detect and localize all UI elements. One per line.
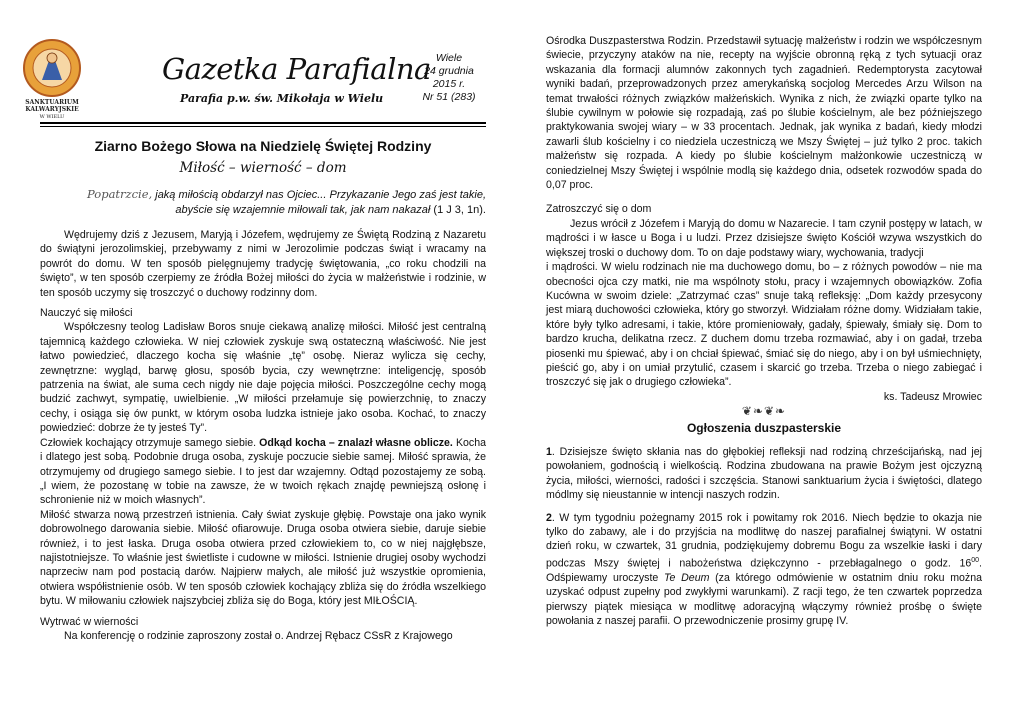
svg-text:W WIELU: W WIELU: [39, 114, 65, 120]
issue-number: Nr 51 (283): [422, 91, 476, 103]
issue-date: 24 grudnia: [424, 65, 474, 77]
announcement-text: (za którego odmówienie w ostatnim dniu roku można uzyskać odpust zupełny pod zwykłymi warunkami). Z racji tego, że ten czwartek poprzedza pierwszy piątek miesiąca w modlitwę adoracyjną włączymy również prośbę o święte powołania z naszej parafii. O przewodniczenie prosimy grupę IV.: [546, 571, 982, 627]
italic-span: Te Deum: [664, 571, 710, 584]
left-column-body: [40, 228, 486, 643]
announcement-text: . W tym tygodniu pożegnamy 2015 rok i powitamy rok 2016. Niech będzie to okazja nie tylko do zabawy, ale i do przyjścia na modlitwę do naszej parafialnej świątyni. W ostatni dzień roku, w czwartek, 31 grudnia, podziękujemy dobremu Bogu za wszelkie łaski i dary podczas Mszy świętej i nabożeństwa dziękczynno - przebłagalnego o godz. 16: [546, 511, 982, 570]
section2-paragraph-1: Na konferencję o rodzinie zaproszony został o. Andrzej Rębacz CSsR z Krajowego: [64, 629, 453, 642]
announcement-number: 1: [546, 445, 552, 458]
announcements-heading: Ogłoszenia duszpasterskie: [686, 420, 842, 435]
article-subheading: Miłość – wierność – dom: [179, 160, 347, 176]
section-title-1: Nauczyć się miłości: [40, 307, 133, 320]
svg-text:KALWARYJSKIE: KALWARYJSKIE: [25, 106, 79, 113]
section3-paragraph-2: i mądrości. W wielu rodzinach nie ma duchowego domu, bo – z różnych powodów – nie ma obecności ojca czy matki, nie ma wspólnoty stołu, pracy i wzajemnych obowiązków. Zofia Kucówna w swoim dziele: „Zatrzymać czas” snuje taką refleksję: „Dom każdy przesycony jest miarą duchowości człowieka, który go stworzył. Widziałam różne domy. Widziałam takie, które były tylko adresami, i takie, które promieniowały, gadały, śpiewały, śmiały się. Dom to bardzo krucha, delikatna rzecz. Z duchem domu trzeba rozmawiać, aby i on gadał, trzeba piosenki mu śpiewać, aby i on chciał śpiewać, śmiać się do niego, aby i on był uśmiechnięty, pieścić go, aby i on umiał przytulić, czasem i skarcić go trzeba. Trzeba o niego zabiegać i troszczyć się jak o drugiego człowieka”.: [546, 261, 982, 389]
quote-reference: (1 J 3, 1n).: [430, 204, 486, 216]
text-span: Kocha i dlatego jest sobą. Podobnie druga osoba, zyskuje poczucie siebie samej. Miłość sprawia, że otrzymujemy od drugiego samego siebie. I to jest dar wzajemny. Odtąd pozostajemy ze sobą. „I wiem, że pozostanę w tobie na zawsze, że w twoich rękach znajdę pewniejszą osłonę i schronienie niż w moich własnych”.: [40, 436, 487, 507]
newsletter-title: Gazetka Parafialna: [162, 52, 431, 86]
quote-text: jaką miłością obdarzył nas Ojciec... Przykazanie Jego zaś jest takie,: [152, 189, 486, 201]
parish-subtitle: Parafia p.w. św. Mikołaja w Wielu: [180, 92, 384, 105]
right-column-body: [546, 34, 982, 628]
scripture-quote: [40, 187, 486, 218]
time-superscript: 00: [971, 556, 980, 564]
section1-paragraph-2: [40, 436, 486, 508]
announcement-number: 2: [546, 511, 552, 524]
section1-paragraph-1: Współczesny teolog Ladisław Boros snuje ciekawą analizę miłości. Miłość jest centralną tajemnicą każdego człowieka. W niej człowiek zyskuje swą ostateczną właściwość. Nie jest łatwo powiedzieć, dlaczego kocha się właśnie „tę” osobę. Nieraz wylicza się cechy, zewnętrzne: wygląd, barwę głosu, sposób bycia, czy wewnętrzne: inteligencję, sposób patrzenia na świat, ale suma cech nigdy nie daje pojęcia miłości. Poszczególne cechy mogą budzić zachwyt, sympatię, uwielbienie. „W miłości przełamuje się powierzchnię, to znaczy cechy, i osiąga się ów punkt, w którym osoba ludzka istnieje jako osoba. Kochać, to znaczy powiedzieć: dobrze że ty jesteś Ty”.: [40, 321, 486, 435]
section3-paragraph-1: Jezus wrócił z Józefem i Maryją do domu w Nazarecie. I tam czynił postępy w latach, w mądrości i w łasce u Boga i u ludzi. Przez dzisiejsze święto Kościół wzywa wszystkich do większej troski o duchowy dom. To on daje podstawy wiary, wychowania, tradycji: [546, 217, 982, 259]
svg-text:SANKTUARIUM: SANKTUARIUM: [25, 99, 79, 106]
quote-text-2: abyście się wzajemnie miłowali tak, jak nam nakazał: [175, 204, 431, 216]
section1-paragraph-3: Miłość stwarza nową przestrzeń istnienia. Cały świat zyskuje głębię. Powstaje ona jako wynik dobrowolnego darowania siebie. Miłość ofiarowuje. Druga osoba otwiera siebie, daruje siebie również, i to jest łaska. Druga osoba otwiera przed człowiekiem to, co w niej najgłębsze, najistotniejsze. To właśnie jest świetliste i cudowne w miłości. Istnienie drugiej osoby wychodzi naprzeciw nam pod postacią darów. Najpierw małych, ale miłość już wszystkie opromienia, otwiera współistnienie osób. W ten sposób człowiek kochający zbliża się do źródła wszelkiego bytu. W miłowaniu człowiek najszybciej zbliża się do Boga, który jest MIŁOŚCIĄ.: [40, 508, 486, 608]
section-title-3: Zatroszczyć się o dom: [546, 203, 652, 216]
announcement-2: [546, 511, 982, 629]
intro-paragraph: Wędrujemy dziś z Jezusem, Maryją i Józefem, wędrujemy ze Świętą Rodziną z Nazaretu do świątyni jerozolimskiej, przebywamy z nimi w Jerozolimie podczas świąt i wracamy na powrót do domu. W ten sposób pielęgnujemy tradycję świętowania, „co roku chodzili na święto”, w ten sposób czerpiemy ze źródła Bożej miłości do życia w małżeństwie i rodzinie, w ten sposób uczymy się troszczyć o duchowy rodzinny dom.: [40, 229, 486, 299]
section-title-2: Wytrwać w wierności: [40, 615, 139, 628]
continuation-paragraph: Ośrodka Duszpasterstwa Rodzin. Przedstawił sytuację małżeństw i rodzin we współczesnym świecie, przyczyny ataków na nie, recepty na wyjście obronną ręką z tych sytuacji oraz wskazania dla formacji alumnów zakonnych tych zagadnień. Redemptorysta zacytował wyniki badań, przeprowadzonych przez amerykańską socjolog Mercedes Arzu Wilson na temat trwałości różnych związków małżeńskich. Wynika z nich, że związki oparte tylko na ślubie cywilnym w połowie się rozpadają, zaś po ślubie kościelnym, ale bez późniejszego praktykowania swojej wiary – w 33 procentach. Jednak, jak wynika z badań, kiedy młodzi zawarli ślub kościelny i co niedziela uczestniczą we Mszy Świętej – już tylko 2 proc. takich małżeństw się rozpada. A kiedy po ślubie kościelnym małżonkowie uczestniczą w coniedzielnej Mszy Świętej i wspólnie modlą się każdego dnia, odsetek rozwodów spada do 0,07 proc.: [546, 35, 982, 192]
issue-meta: [412, 52, 486, 104]
bold-span: Odkąd kocha – znalazł własne oblicze.: [259, 436, 453, 449]
ornament-divider: ❦❧❦❧: [741, 404, 787, 419]
issue-place: Wiele: [435, 52, 463, 64]
announcement-1: [546, 445, 982, 503]
text-span: Człowiek kochający otrzymuje samego siebie.: [40, 436, 260, 449]
issue-year: 2015 r.: [432, 78, 466, 90]
announcement-text: . Odśpiewamy uroczyste: [546, 557, 982, 584]
article-heading: Ziarno Bożego Słowa na Niedzielę Świętej Rodziny: [94, 138, 432, 154]
quote-lead: Popatrzcie,: [87, 187, 153, 201]
announcement-text: . Dzisiejsze święto skłania nas do głębokiej refleksji nad rodziną chrześcijańską, nad jej powołaniem, godnością i wielkością. Rodzina zbudowana na prawie Bożym jest ojczyzną życia, miłości, wierności, radości i szczęścia. Stanowi sanktuarium życia i świętości, dlatego módlmy się nieustannie w intencji naszych rodzin.: [546, 445, 982, 502]
header-rule: [40, 122, 486, 127]
author-signature: ks. Tadeusz Mrowiec: [883, 390, 982, 403]
